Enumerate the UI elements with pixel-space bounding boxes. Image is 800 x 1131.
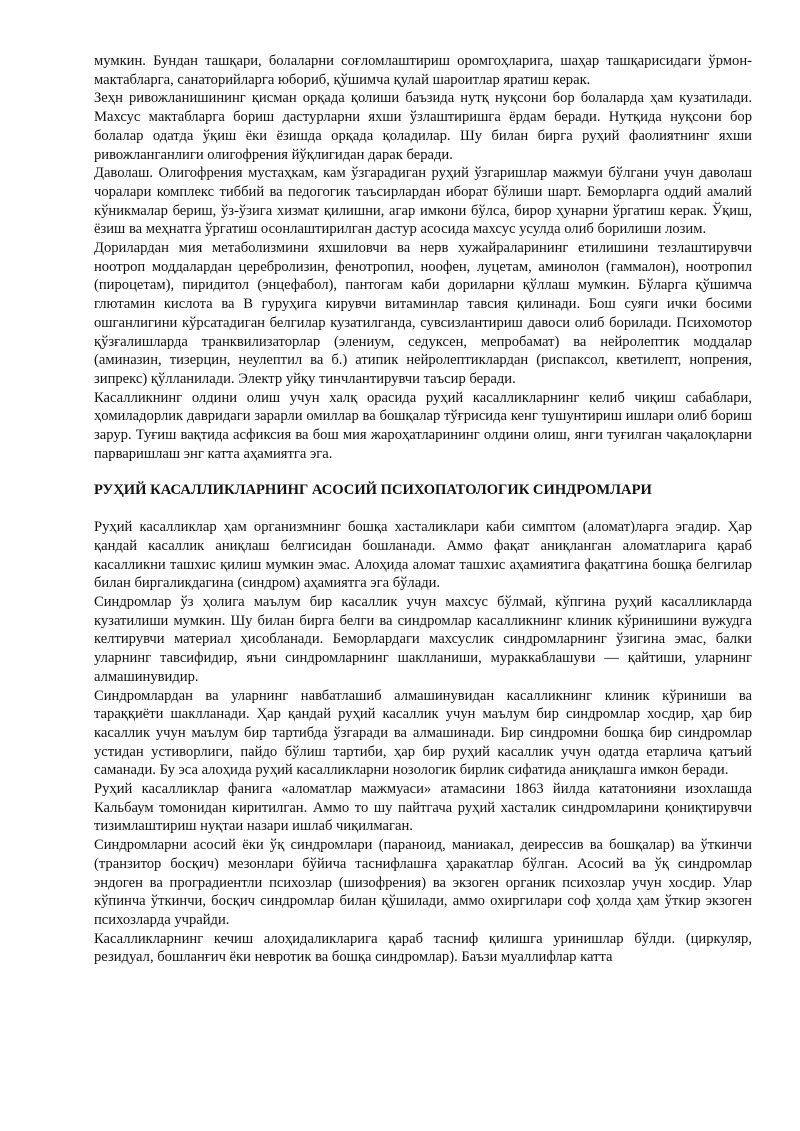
paragraph: Касалликларнинг кечиш алоҳидаликларига қараб тасниф қилишга уринишлар бўлди. (циркуляр, резидуал, бошланғич ёки невротик ва бошқа синдромлар). Баъзи муаллифлар катта — [94, 930, 752, 966]
section-heading: РУҲИЙ КАСАЛЛИКЛАРНИНГ АСОСИЙ ПСИХОПАТОЛОГИК СИНДРОМЛАРИ — [94, 482, 652, 499]
paragraph: мумкин. Бундан ташқари, болаларни соғломлаштириш оромгоҳларига, шаҳар ташқарисидаги ўрмон-мактабларга, санаторийларга юбориб, қўшимча қулай шароитлар яратиш керак. — [94, 53, 752, 88]
paragraph: Зеҳн ривожланишининг қисман орқада қолиши баъзида нутқ нуқсони бор болаларда ҳам кузатилади. Махсус мактабларга бориш дастурларни яхши ўзлаштиришга ёрдам беради. Нутқида нуқсони бор болалар одатда ўқиш ёки ёзишда орқада қоладилар. Шу билан бирга руҳий фаолиятнинг яхши ривожланганлиги олигофрения йўқлигидан дарак беради. — [94, 90, 752, 163]
paragraph: Дорилардан мия метаболизмини яхшиловчи ва нерв хужайраларининг етилишини тезлаштирувчи ноотроп моддалардан церебролизин, фенотропил, ноофен, луцетам, аминолон (гаммалон), ноотропил (пироцетам), пиридитол (энцефабол), пантогам каби дориларни қўллаш мумкин. Бўларга қўшимча глютамин кислота ва В гуруҳига кирувчи витаминлар тавсия қилинади. Бош суяги ички босими ошганлигини кўрсатадиган белгилар кузатилганда, сувсизлантириш давоси олиб борилади. Психомотор қўзғалишларда транквилизаторлар (элениум, седуксен, мепробамат) ва нейролептик моддалар (аминазин, тизерцин, неулептил ва б.) атипик нейролептиклардан (риспаксол, кветилепт, нопрения, зипрекс) қўлланилади. Электр уйқу тинчлантирувчи таъсир беради. — [94, 240, 752, 387]
paragraph: Руҳий касалликлар ҳам организмнинг бошқа хасталиклари каби симптом (аломат)ларга эгадир. Ҳар қандай касаллик аниқлаш белгисидан бошланади. Аммо фақат аниқланган аломатларига қараб касалликни ташхис қилиш мумкин эмас. Алоҳида аломат ташхис аҳамиятига фақатгина бошқа белгилар билан биргаликдагина (синдром) аҳамиятга эга бўлади. — [94, 519, 752, 592]
paragraph: Синдромлар ўз ҳолига маълум бир касаллик учун махсус бўлмай, кўпгина руҳий касалликларда кузатилиши мумкин. Шу билан бирга белги ва синдромлар касалликнинг клиник кўринишини вужудга келтирувчи материал ҳисобланади. Беморлардаги махсуслик синдромларнинг ўзигина эмас, балки уларнинг тавсифидир, яъни синдромларнинг шаклланиши, мураккаблашуви — қайтиши, уларнинг алмашинувидир. — [94, 593, 752, 685]
paragraph: Даволаш. Олигофрения мустаҳкам, кам ўзгарадиган руҳий ўзгаришлар мажмуи бўлгани учун даволаш чоралари комплекс тиббий ва педогогик таъсирлардан иборат бўлиши шарт. Беморларга оддий амалий кўникмалар бериш, ўз-ўзига хизмат қилишни, агар имкони бўлса, бирор ҳунарни ўргатиш керак. Ўқиш, ёзиш ва меҳнатга ўргатиш осонлаштирилган дастур асосида махсус усулда олиб борилиши лозим. — [94, 165, 752, 238]
document-page — [94, 52, 752, 967]
paragraph: Синдромлардан ва уларнинг навбатлашиб алмашинувидан касалликнинг клиник кўриниши ва тараққиёти шаклланади. Ҳар қандай руҳий касаллик учун маълум бир синдромлар хосдир, ҳар бир касаллик учун маълум бир тартибда ўзгаради ва алмашинади. Бир синдромни бошқа бир синдромлар устидан устиворлиги, пайдо бўлиш тартиби, ҳар бир руҳий касаллик учун одатда етарлича қатъий саманади. Бу эса алоҳида руҳий касалликларни нозологик бирлик сифатида аниқлашга имкон беради. — [94, 687, 752, 779]
paragraph: Руҳий касалликлар фанига «аломатлар мажмуаси» атамасини 1863 йилда кататонияни изохлашда Кальбаум томонидан киритилган. Аммо то шу пайтгача руҳий хасталик синдромларини қониқтирувчи тизимлаштириш нуқтаи назари ишлаб чиқилмаган. — [94, 781, 752, 835]
paragraph: Синдромларни асосий ёки ўқ синдромлари (параноид, маниакал, деиреccив ва бошқалар) ва ўткинчи (транзитор босқич) мезонлари бўйича таснифлашға ҳаракатлар бўлган. Асосий ва ўқ синдромлар эндоген ва проградиентли психозлар (шизофрения) ва экзоген органик психозлар учун хосдир. Улар кўпинча ўткинчи, босқич синдромлар билан қўшилади, аммо охиргилари соф ҳолда ҳам ўткир экзоген психозларда учрайди. — [94, 837, 752, 928]
paragraph: Касалликнинг олдини олиш учун халқ орасида руҳий касалликларнинг келиб чиқиш сабаблари, ҳомиладорлик давридаги зарарли омиллар ва бошқалар тўғрисида кенг тушунтириш ишлари олиб бориш зарур. Туғиш вақтида асфиксия ва бош мия жароҳатларининг олдини олиш, янги туғилган чақалоқларни парваришлаш энг катта аҳамиятга эга. — [94, 389, 752, 462]
